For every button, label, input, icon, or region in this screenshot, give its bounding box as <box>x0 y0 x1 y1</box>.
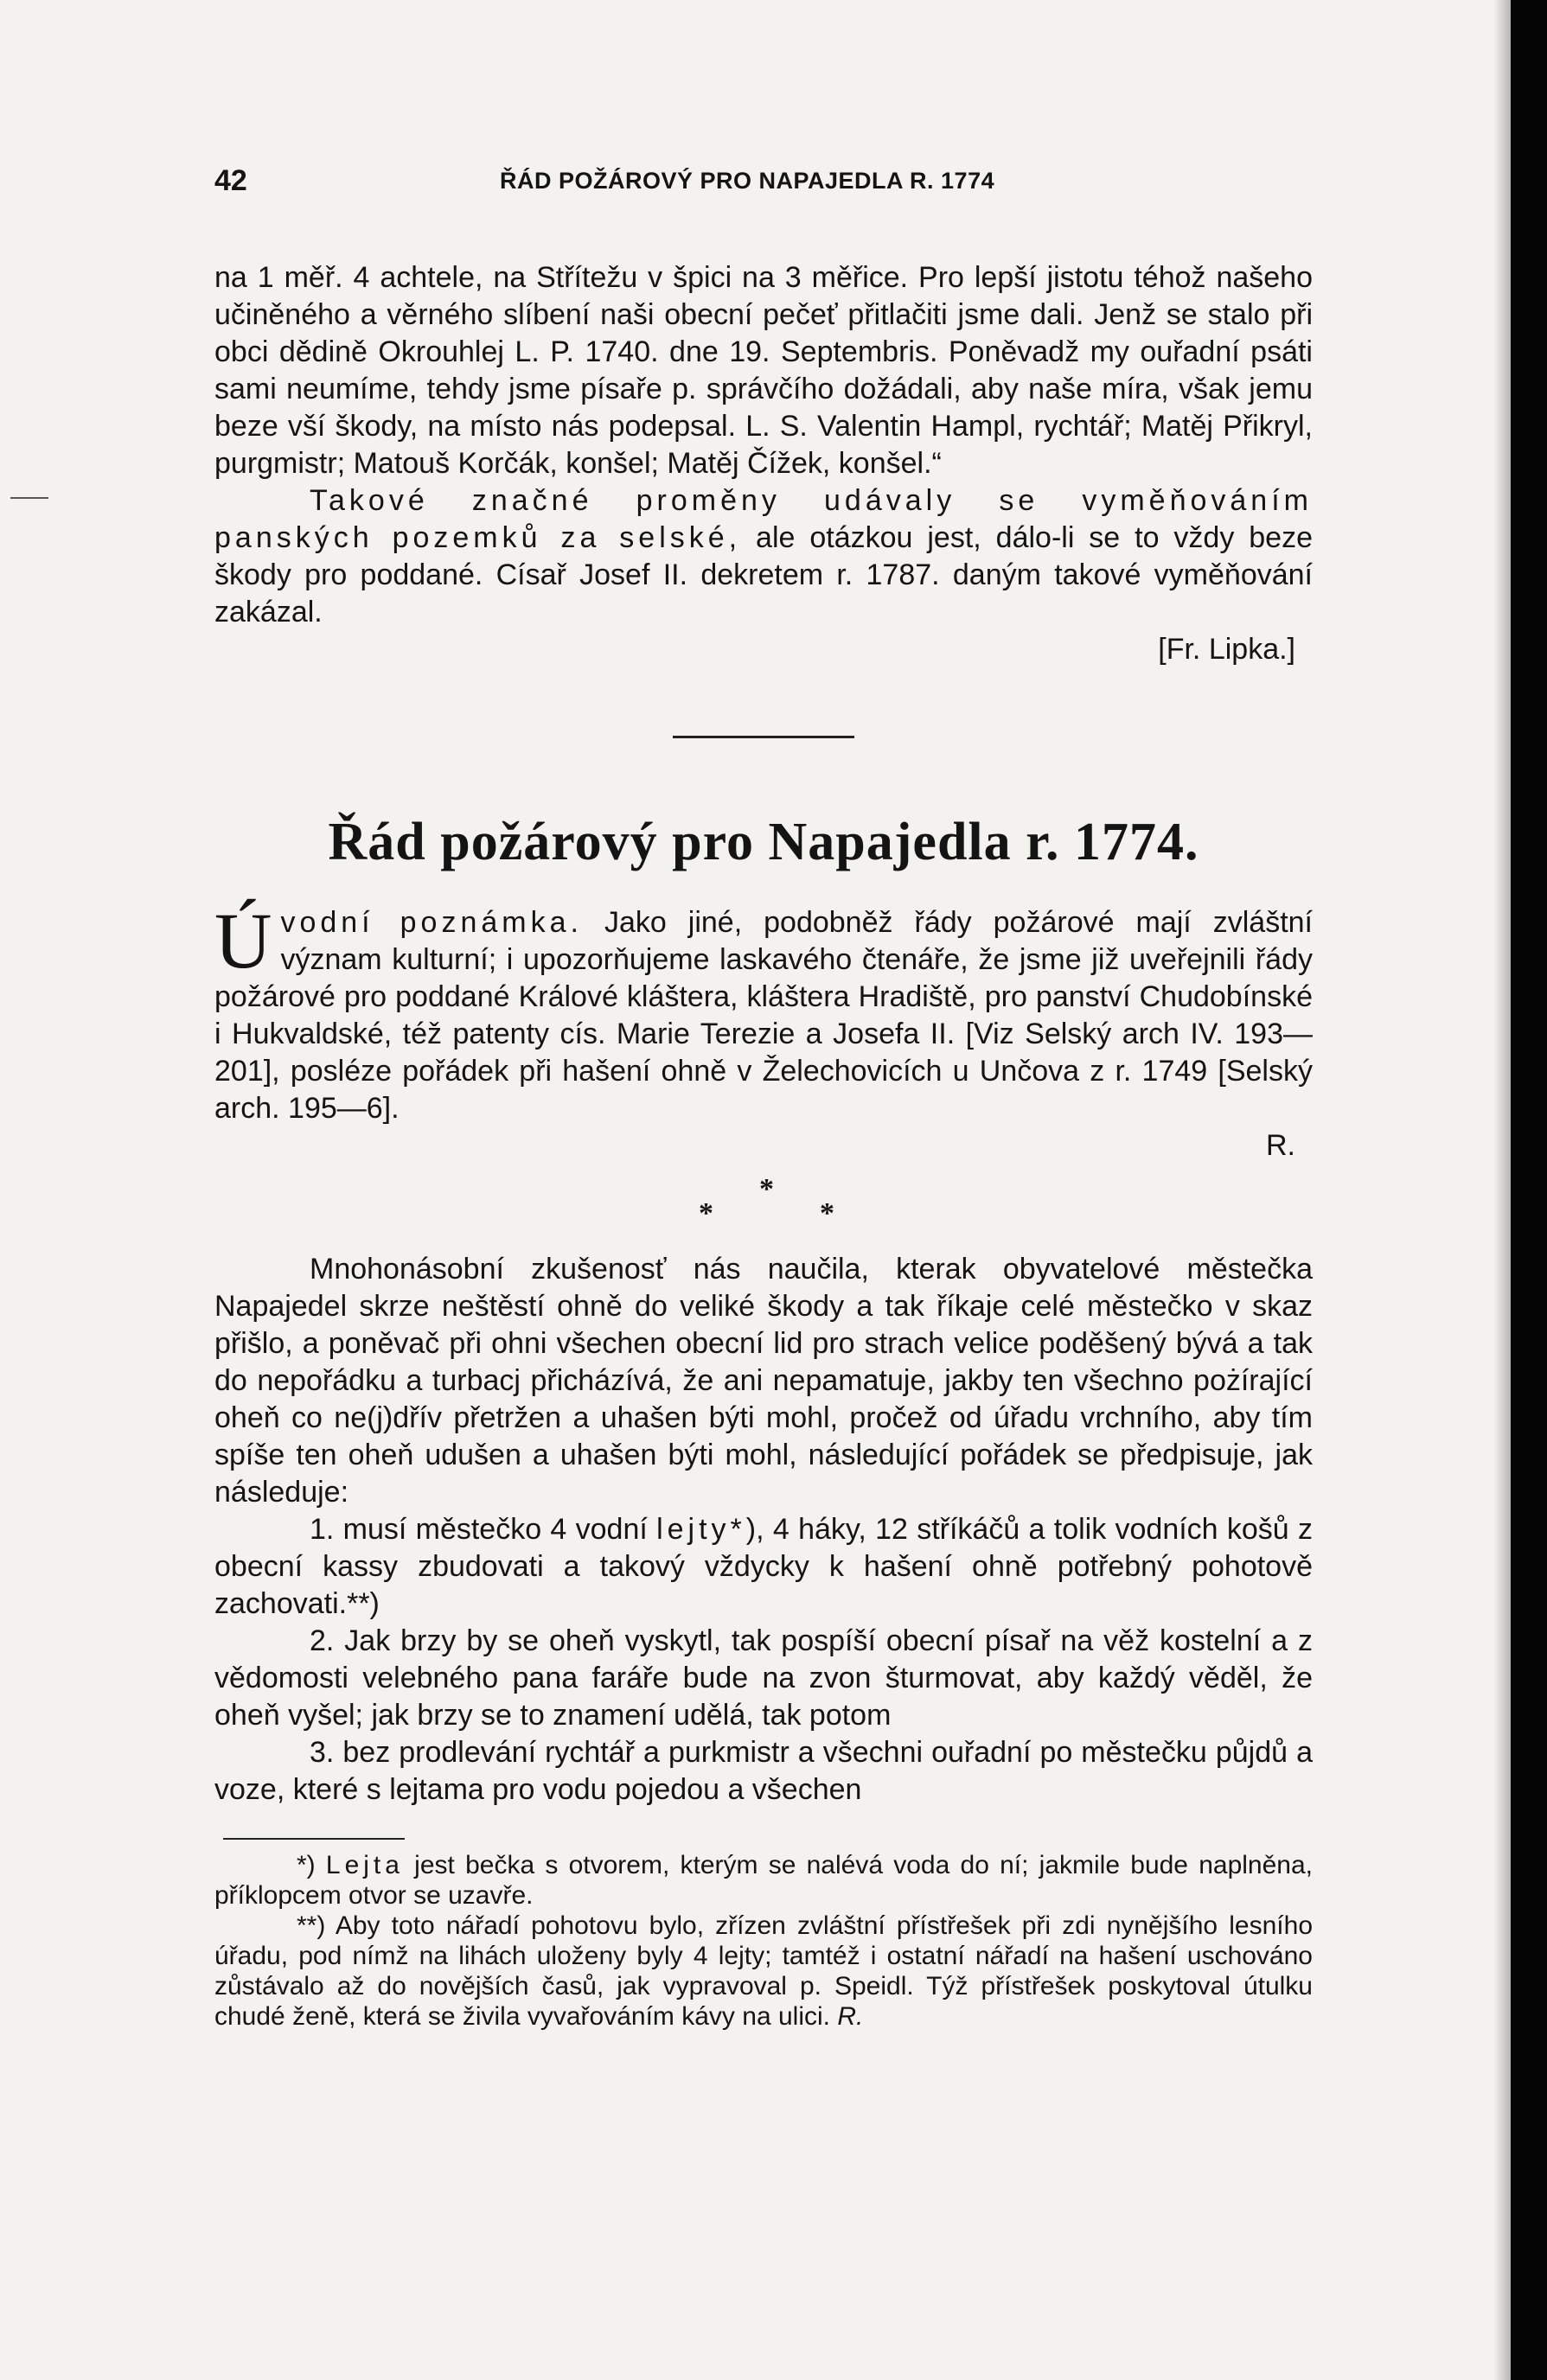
scan-border <box>1511 0 1547 2380</box>
footnote-marker: *) <box>297 1851 326 1879</box>
paragraph-text: Jako jiné, podobněž řády požárové mají zvláštní význam kulturní; i upozorňujeme laskavého čtenáře, že jsme již uveřejnili řády požárové pro poddané Králové kláštera, kláštera Hradiště, pro panství Chudobínské i Hukvaldské, též patenty cís. Marie Terezie a Josefa II. [Viz Selský arch IV. 193—201], posléze pořádek při hašení ohně v Želechovicích u Unčova z r. 1749 [Selský arch. 195—6]. <box>214 906 1314 1125</box>
asterism-separator <box>214 1164 1313 1251</box>
asterisk: * <box>820 1197 834 1229</box>
paragraph-text: 1. musí městečko 4 vodní <box>310 1513 657 1546</box>
page <box>214 156 1313 2032</box>
author-signature: [Fr. Lipka.] <box>1158 633 1295 666</box>
footnote-1 <box>214 1850 1313 1911</box>
intro-signature: R. <box>1266 1129 1295 1162</box>
footnote-2 <box>214 1911 1313 2032</box>
spaced-emphasis: lejty* <box>656 1513 746 1546</box>
list-item-3: 3. bez prodlevání rychtář a purkmistr a všechni ouřadní po městečku půjdů a voze, které s lejtama pro vodu pojedou a všechen <box>214 1736 1313 1806</box>
intro-paragraph <box>214 896 1314 1127</box>
list-item-2: 2. Jak brzy by se oheň vyskytl, tak pospíší obecní písař na věž kostelní a z vědomosti velebného pana faráře bude na zvon šturmovat, aby každý věděl, že oheň vyšel; jak brzy se to znamení udělá, tak potom <box>214 1624 1313 1732</box>
margin-mark <box>10 497 48 499</box>
previous-paragraph-1: na 1 měř. 4 achtele, na Střítežu v špici na 3 měřice. Pro lepší jistotu téhož našeho učiněného a věrného slíbení naši obecní pečeť přitlačiti jsme dali. Jenž se stalo při obci dědině Okrouhlej L. P. 1740. dne 19. Septembris. Poněvadž my ouřadní psáti sami neumíme, tehdy jsme písaře p. správčího dožádali, aby naše míra, však jemu beze vší škody, na místo nás podepsal. L. S. Valentin Hampl, rychtář; Matěj Přikryl, purgmistr; Matouš Korčák, konšel; Matěj Čížek, konšel.“ <box>214 261 1313 480</box>
list-item-1 <box>214 1511 1313 1623</box>
spaced-emphasis: vodní poznámka. <box>280 906 583 939</box>
body-paragraph: Mnohonásobní zkušenosť nás naučila, kterak obyvatelové městečka Napajedel skrze neštěstí ohně do veliké škody a tak říkaje celé městečko v skaz přišlo, a poněvač při ohni všechen obecní lid pro strach velice poděšený bývá a tak do nepořádku a turbacj přicházívá, že ani nepamatuje, jakby ten všechno pożírající oheň co ne(j)dřív přetržen a uhašen býti mohl, pročež od úřadu vrchního, aby tím spíše ten oheň udušen a uhašen býti mohl, následující pořádek se předpisuje, jak následuje: <box>214 1253 1313 1509</box>
previous-paragraph-2 <box>214 482 1313 631</box>
paragraph-text: ale otázkou jest, dálo-li se to vždy beze škody pro poddané. Císař Josef II. dekretem r. 1787. daným takové vyměňování zakázal. <box>214 521 1313 628</box>
footnotes <box>214 1850 1313 2032</box>
scan-shadow <box>1493 0 1511 2380</box>
fire-regulation-text <box>214 1251 1313 1809</box>
footnote-initial: R. <box>837 2002 864 2031</box>
article-title: Řád požárový pro Napajedla r. 1774. <box>328 813 1199 871</box>
previous-article <box>214 259 1313 668</box>
intro-note <box>214 896 1314 1164</box>
running-header <box>214 156 1313 207</box>
running-title: ŘÁD POŽÁROVÝ PRO NAPAJEDLA R. 1774 <box>500 168 995 194</box>
asterisk: * <box>759 1173 774 1205</box>
drop-cap: Ú <box>214 896 272 985</box>
asterisk: * <box>699 1197 713 1229</box>
footnote-divider <box>223 1838 405 1840</box>
spaced-emphasis: Takové značné proměny udávaly se vyměňováním panských pozemků za selské, <box>214 484 1313 554</box>
paragraph-text: ), 4 háky, 12 stříkáčů a tolik vodních košů z obecní kassy zbudovati a takový vždycky k hašení ohně potřebný pohotově zachovati.**) <box>214 1513 1314 1620</box>
footnote-text: jest bečka s otvorem, kterým se nalévá voda do ní; jakmile bude naplněna, příklopcem otvor se uzavře. <box>214 1851 1314 1910</box>
section-divider <box>673 736 854 738</box>
footnote-text: **) Aby toto nářadí pohotovu bylo, zřízen zvláštní přístřešek při zdi nynějšího lesního úřadu, pod nímž na lihách uloženy byly 4 lejty; tamtéž i ostatní nářadí na hašení uschováno zůstávalo až do novějších časů, jak vypravoval p. Speidl. Týž přístřešek poskytoval útulku chudé ženě, která se živila vyvařováním kávy na ulici. <box>214 1911 1313 2031</box>
spaced-emphasis: Lejta <box>325 1851 404 1879</box>
page-number: 42 <box>214 164 247 197</box>
